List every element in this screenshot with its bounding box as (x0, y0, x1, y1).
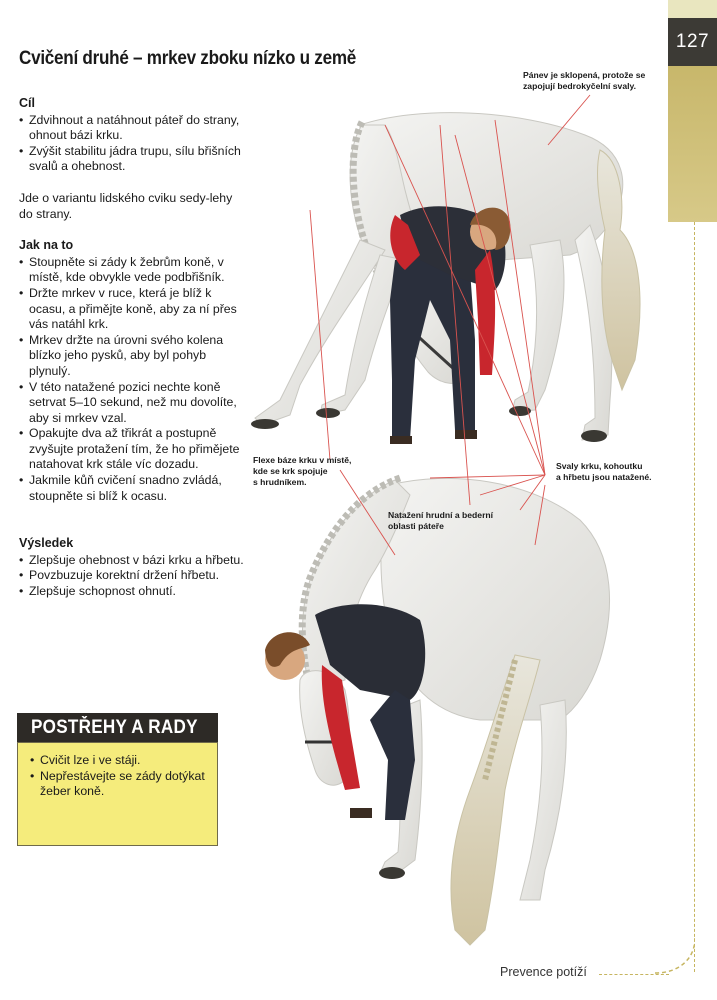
result-heading: Výsledek (19, 536, 74, 551)
annotation-line: kde se krk spojuje (253, 466, 328, 476)
footer-curve (655, 938, 695, 974)
list-item: • Zlepšuje schopnost ohnutí. (19, 584, 244, 600)
annotation-spine (388, 510, 493, 532)
howto-list (19, 255, 244, 505)
bottom-horse-hindleg (520, 700, 566, 900)
annotation-line: Svaly krku, kohoutku (556, 461, 643, 471)
tips-list (30, 753, 207, 800)
goal-note: Jde o variantu lidského cviku sedy-lehy do strany. (19, 190, 233, 221)
bottom-horse (265, 478, 610, 945)
howto-heading: Jak na to (19, 238, 74, 253)
tips-box (17, 742, 218, 846)
list-item: • Zdvihnout a natáhnout páteř do strany, ohnout bázi krku. (19, 113, 244, 144)
annotation-line: Natažení hrudní a bederní (388, 510, 494, 520)
neck-muscles-pointer-4 (430, 475, 545, 478)
bottom-woman-legs (370, 690, 415, 820)
list-item: • Zlepšuje ohebnost v bázi krku a hřbetu. (19, 553, 244, 569)
page-number: 127 (668, 18, 717, 66)
list-item: • Stoupněte si zády k žebrům koně, v místě, kde obvykle vede podbřišník. (19, 255, 244, 286)
result-list (19, 553, 244, 600)
annotation-neck-muscles (556, 461, 652, 483)
annotation-line: s hrudníkem. (253, 477, 307, 487)
list-item: • Jakmile kůň cvičení snadno zvládá, stoupněte si blíž k ocasu. (19, 473, 244, 504)
goal-list (19, 113, 244, 175)
annotation-line: Flexe báze krku v místě, (253, 455, 352, 465)
list-item: • Nepřestávejte se zády dotýkat žeber koně. (30, 769, 207, 800)
annotation-line: Pánev je sklopená, protože se (523, 70, 646, 80)
annotation-pelvis (523, 70, 645, 92)
list-item: • V této natažené pozici nechte koně setrvat 5–10 sekund, než mu dovolíte, aby si mrkev vzal. (19, 380, 244, 427)
tips-heading (17, 713, 218, 742)
list-item: • Zvýšit stabilitu jádra trupu, sílu břišních svalů a ohebnost. (19, 144, 244, 175)
annotation-line: oblasti páteře (388, 521, 444, 531)
footer-section-title: Prevence potíží (500, 965, 587, 979)
page-title: Cvičení druhé – mrkev zboku nízko u země (19, 48, 357, 69)
top-horse-hindleg-1 (512, 240, 564, 412)
annotation-neck-base (253, 455, 351, 488)
annotation-line: a hřbetu jsou natažené. (556, 472, 652, 482)
list-item: • Opakujte dva až třikrát a postupně zvyšujte protažení tím, že ho přimějete natahovat krk stále víc dozadu. (19, 426, 244, 473)
annotation-line: zapojují bedrokyčelní svaly. (523, 81, 637, 91)
list-item: • Povzbuzuje korektní držení hřbetu. (19, 568, 244, 584)
tips-heading-text: POSTŘEHY A RADY (31, 716, 198, 738)
goal-heading: Cíl (19, 96, 35, 110)
list-item: • Cvičit lze i ve stáji. (30, 753, 207, 769)
list-item: • Držte mrkev v ruce, která je blíž k ocasu, a přimějte koně, aby za ní přes vás natáhl krk. (19, 286, 244, 333)
top-woman-arm-2 (475, 250, 495, 375)
footer-dotted-line (599, 974, 669, 975)
top-horse (251, 113, 640, 444)
text-column (19, 96, 244, 600)
list-item: • Mrkev držte na úrovni svého kolena blízko jeho pysků, aby byl pohyb plynulý. (19, 333, 244, 380)
